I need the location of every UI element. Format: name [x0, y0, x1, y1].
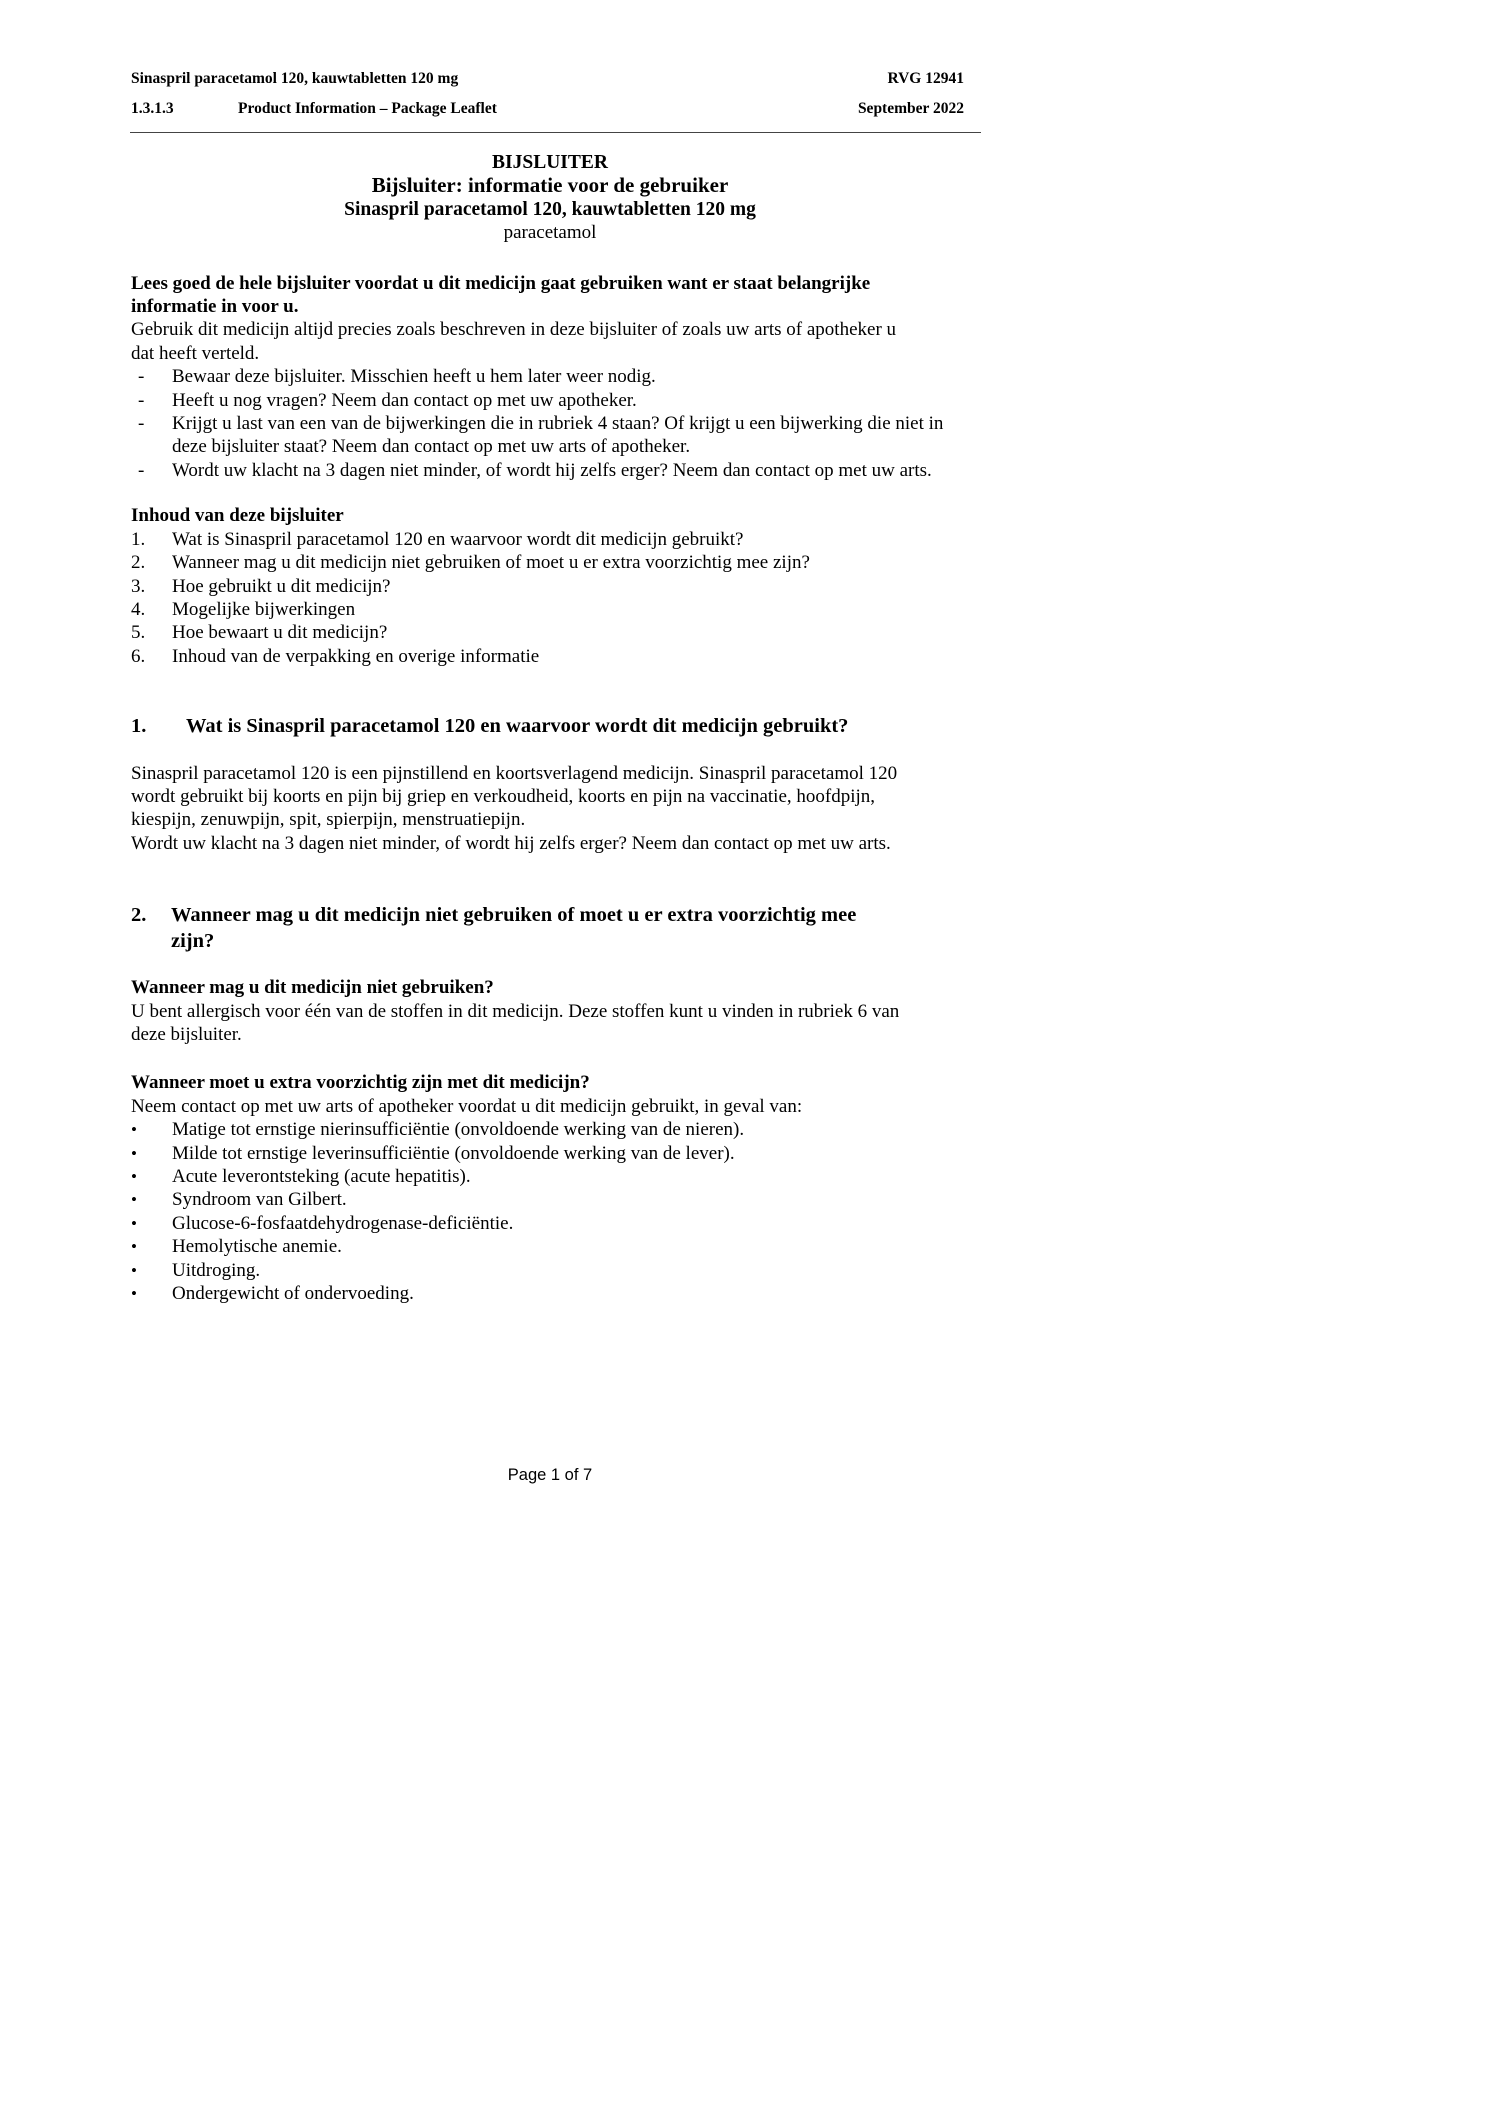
toc-heading: Inhoud van deze bijsluiter	[131, 505, 344, 527]
body-line: Neem contact op met uw arts of apotheker voordat u dit medicijn gebruikt, in geval van:	[131, 1095, 803, 1117]
section-1-body	[131, 762, 969, 856]
toc-item-text: Hoe gebruikt u dit medicijn?	[172, 575, 391, 597]
intro-bullet-list	[131, 365, 969, 482]
dash-marker: -	[138, 459, 145, 481]
list-item-text: Bewaar deze bijsluiter. Misschien heeft u hem later weer nodig.	[172, 366, 656, 388]
list-item-text: Krijgt u last van een van de bijwerkingen die in rubriek 4 staan? Of krijgt u een bijwerking die niet in deze bijsluiter staat? Neem dan contact op met uw arts of apotheker.	[172, 413, 944, 458]
section-number: 1.	[131, 715, 147, 738]
header-rule	[130, 132, 981, 133]
list-item	[131, 1188, 969, 1211]
list-item-text: Uitdroging.	[172, 1259, 261, 1281]
toc-item-number: 2.	[131, 552, 146, 574]
dash-marker: -	[138, 366, 145, 388]
list-item-text: Heeft u nog vragen? Neem dan contact op met uw apotheker.	[172, 389, 637, 411]
header-rvg: RVG 12941	[887, 70, 964, 87]
list-item-text: Ondergewicht of ondervoeding.	[172, 1283, 414, 1305]
list-item	[131, 459, 969, 482]
toc-list	[131, 528, 969, 668]
list-item	[131, 1142, 969, 1165]
intro-text-line: Gebruik dit medicijn altijd precies zoals beschreven in deze bijsluiter of zoals uw arts of apotheker u	[131, 319, 897, 341]
toc-item-text: Mogelijke bijwerkingen	[172, 598, 356, 620]
precautions-block	[131, 1071, 969, 1305]
bullet-marker: •	[131, 1120, 137, 1140]
bullet-marker: •	[131, 1237, 137, 1257]
header-date: September 2022	[857, 100, 964, 117]
subsection-heading: Wanneer mag u dit medicijn niet gebruiken?	[131, 977, 494, 999]
intro-block	[131, 272, 969, 483]
list-item	[131, 1282, 969, 1305]
toc-item-number: 1.	[131, 528, 146, 550]
dash-marker: -	[138, 413, 145, 435]
toc-item	[131, 575, 969, 598]
list-item-text: Acute leverontsteking (acute hepatitis).	[172, 1166, 471, 1187]
header-product: Sinaspril paracetamol 120, kauwtabletten 120 mg	[131, 70, 459, 87]
document-label: BIJSLUITER	[492, 152, 608, 173]
bullet-marker: •	[131, 1143, 137, 1163]
list-item	[131, 412, 969, 459]
toc-item	[131, 598, 969, 621]
toc-item-text: Hoe bewaart u dit medicijn?	[172, 622, 388, 644]
bullet-marker: •	[131, 1260, 137, 1280]
contraindications-block	[131, 976, 969, 1046]
body-line: deze bijsluiter.	[131, 1023, 242, 1045]
section-2-heading	[131, 902, 969, 954]
section-title: Wat is Sinaspril paracetamol 120 en waarvoor wordt dit medicijn gebruikt?	[186, 715, 849, 738]
toc-item-number: 6.	[131, 645, 146, 667]
toc-item-text: Wat is Sinaspril paracetamol 120 en waarvoor wordt dit medicijn gebruikt?	[172, 528, 744, 550]
list-item-text: Syndroom van Gilbert.	[172, 1189, 347, 1211]
toc-item	[131, 528, 969, 551]
toc-item-number: 5.	[131, 622, 146, 644]
list-item-text: Glucose-6-fosfaatdehydrogenase-deficiëntie.	[172, 1212, 514, 1234]
intro-bold-line: Lees goed de hele bijsluiter voordat u dit medicijn gaat gebruiken want er staat belangrijke	[131, 272, 871, 294]
body-line: Sinaspril paracetamol 120 is een pijnstillend en koortsverlagend medicijn. Sinaspril paracetamol 120	[131, 762, 898, 784]
list-item	[131, 1235, 969, 1258]
body-line: U bent allergisch voor één van de stoffen in dit medicijn. Deze stoffen kunt u vinden in rubriek 6 van	[131, 1000, 900, 1022]
body-line: wordt gebruikt bij koorts en pijn bij griep en verkoudheid, koorts en pijn na vaccinatie, hoofdpijn,	[131, 785, 876, 807]
product-name: Sinaspril paracetamol 120, kauwtabletten 120 mg	[344, 198, 756, 220]
header-section-title: Product Information – Package Leaflet	[238, 100, 497, 117]
list-item	[131, 365, 969, 388]
page-number: Page 1 of 7	[507, 1466, 593, 1484]
list-item	[131, 1165, 969, 1188]
toc-item	[131, 621, 969, 644]
body-line: Wordt uw klacht na 3 dagen niet minder, of wordt hij zelfs erger? Neem dan contact op met uw arts.	[131, 832, 891, 854]
toc-item-number: 4.	[131, 598, 146, 620]
list-item-text: Wordt uw klacht na 3 dagen niet minder, of wordt hij zelfs erger? Neem dan contact op met uw arts.	[172, 459, 932, 481]
precautions-list	[131, 1118, 969, 1305]
header-section-code: 1.3.1.3	[131, 100, 174, 117]
section-title-line: zijn?	[171, 930, 215, 953]
list-item	[131, 1259, 969, 1282]
leaflet-title: Bijsluiter: informatie voor de gebruiker	[371, 173, 729, 198]
dash-marker: -	[138, 389, 145, 411]
list-item	[131, 389, 969, 412]
toc-item	[131, 551, 969, 574]
bullet-marker: •	[131, 1213, 137, 1233]
list-item-text: Hemolytische anemie.	[172, 1236, 342, 1258]
intro-bold-line: informatie in voor u.	[131, 296, 299, 318]
bullet-marker: •	[131, 1190, 137, 1210]
active-substance: paracetamol	[503, 222, 597, 244]
toc-item	[131, 645, 969, 668]
subsection-heading: Wanneer moet u extra voorzichtig zijn met dit medicijn?	[131, 1072, 590, 1094]
leaflet-content	[131, 151, 969, 1305]
toc-item-text: Wanneer mag u dit medicijn niet gebruiken of moet u er extra voorzichtig mee zijn?	[172, 552, 810, 574]
bullet-marker: •	[131, 1167, 137, 1186]
list-item	[131, 1212, 969, 1235]
intro-text-line: dat heeft verteld.	[131, 342, 260, 364]
bullet-marker: •	[131, 1284, 137, 1304]
body-line: kiespijn, zenuwpijn, spit, spierpijn, menstruatiepijn.	[131, 809, 526, 831]
toc-item-number: 3.	[131, 575, 146, 597]
list-item	[131, 1118, 969, 1141]
section-1-heading	[131, 715, 969, 738]
table-of-contents	[131, 504, 969, 668]
list-item-text: Matige tot ernstige nierinsufficiëntie (onvoldoende werking van de nieren).	[172, 1119, 745, 1141]
section-number: 2.	[131, 904, 147, 927]
toc-item-text: Inhoud van de verpakking en overige informatie	[172, 645, 540, 667]
list-item-text: Milde tot ernstige leverinsufficiëntie (onvoldoende werking van de lever).	[172, 1142, 735, 1164]
section-title-line: Wanneer mag u dit medicijn niet gebruiken of moet u er extra voorzichtig mee	[171, 904, 857, 927]
